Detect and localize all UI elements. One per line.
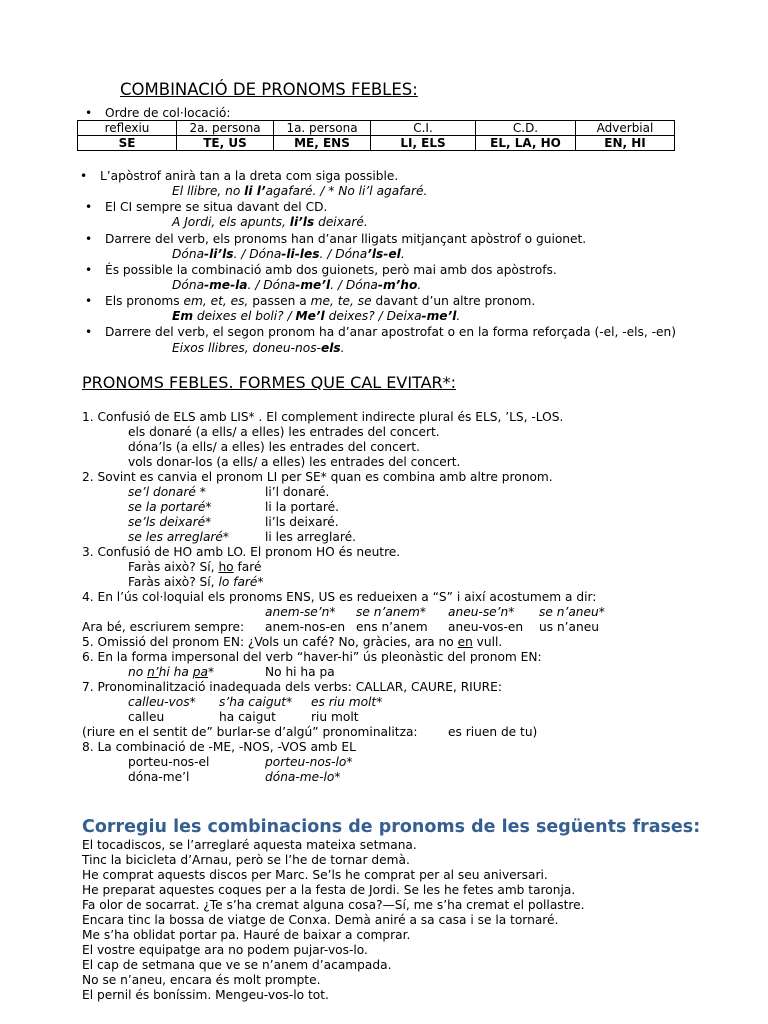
exercise-sentence: El cap de setmana que ve se n’anem d’acampada. [82,958,392,972]
avoid-wrong: se n’anem* [356,605,426,619]
example-text: deixes? / Deixa [324,309,422,323]
exercise-sentence: He preparat aquestes coques per a la festa de Jordi. Se les he fetes amb taronja. [82,883,576,897]
table-cell: LI, ELS [371,136,476,151]
example-text: no [128,665,148,679]
example-text: . [340,341,345,355]
example-bold: -me-la [204,278,248,292]
table-cell: SE [78,136,177,151]
exercise-sentence: Me s’ha oblidat portar pa. Hauré de baixar a comprar. [82,928,411,942]
avoid-point-7: 7. Pronominalització inadequada dels verbs: CALLAR, CAURE, RIURE: [82,680,502,694]
rule-2-example [172,215,368,230]
table-cell: C.D. [476,121,576,136]
exercise-sentence: He comprat aquests discos per Marc. Se’ls he comprat per al seu aniversari. [82,868,548,882]
rule-4: • És possible la combinació amb dos guionets, però mai amb dos apòstrofs. [105,263,557,278]
example-bold: els [320,341,341,355]
rule-3: • Darrere del verb, els pronoms han d’anar lligats mitjançant apòstrof o guionet. [105,232,586,247]
pronoun-order-table [77,120,675,151]
example-bold: Me’l [295,309,325,323]
rule-text: davant d’un altre pronom. [371,294,536,308]
avoid-wrong: dóna-me-lo* [265,770,341,784]
example-bold: -li’ls [204,247,234,261]
table-cell: ME, ENS [274,136,371,151]
avoid-example: els donaré (a ells/ a elles) les entrades del concert. [128,425,440,439]
avoid-example: vols donar-los (a ells/ a elles) les entrades del concert. [128,455,461,469]
avoid-point-5 [82,635,502,650]
example-text: . [417,278,422,292]
example-text: . / Dóna [319,247,368,261]
order-label: • Ordre de col·locació: [105,106,230,121]
avoid-wrong: anem-se’n* [265,605,336,619]
table-cell: EN, HI [576,136,675,151]
avoid-point-3: 3. Confusió de HO amb LO. El pronom HO és neutre. [82,545,401,559]
avoid-wrong: es riu molt* [311,695,383,709]
example-italic: lo faré* [218,575,264,589]
example-bold: -li-les [281,247,320,261]
avoid-wrong: se les arreglaré* [128,530,230,544]
table-cell: 1a. persona [274,121,371,136]
rule-1: • L’apòstrof anirà tan a la dreta com siga possible. [100,169,398,184]
avoid-right: li les arreglaré. [265,530,356,544]
example-text: Eixos llibres, doneu-nos- [172,341,321,355]
rule-5 [105,294,535,309]
title-exercises: Corregiu les combinacions de pronoms de les següents frases: [82,817,701,837]
table-header-row [78,121,675,136]
avoid-example [128,575,264,590]
rule-text: passen a [248,294,311,308]
exercise-sentence: El tocadiscos, se l’arreglaré aquesta mateixa setmana. [82,838,417,852]
rule-italic: me, te, se [310,294,372,308]
table-cell: Adverbial [576,121,675,136]
avoid-right: porteu-nos-el [128,755,210,769]
rule-2: • El CI sempre se situa davant del CD. [105,200,327,215]
avoid-wrong: aneu-se’n* [448,605,515,619]
avoid-note-example: es riuen de tu) [448,725,538,739]
avoid-wrong: se n’aneu* [539,605,605,619]
table-cell: reflexiu [78,121,177,136]
example-text: . / Dóna [330,278,378,292]
example-text: . [456,309,461,323]
exercise-sentence: El pernil és boníssim. Mengeu-vos-lo tot. [82,988,329,1002]
example-text: deixes el boli? / [193,309,296,323]
example-bold: li l’ [244,184,266,198]
avoid-point-4: 4. En l’ús col·loquial els pronoms ENS, US es redueixen a “S” i així acostumem a dir: [82,590,597,604]
avoid-example [128,560,262,575]
avoid-right: dóna-me’l [128,770,190,784]
avoid-wrong [128,665,214,680]
example-bold: -me’l [421,309,457,323]
table-cell: EL, LA, HO [476,136,576,151]
example-bold: -me’l [295,278,331,292]
avoid-point-8: 8. La combinació de -ME, -NOS, -VOS amb EL [82,740,356,754]
avoid-right: ens n’anem [356,620,428,634]
rule-6: • Darrere del verb, el segon pronom ha d’anar apostrofat o en la forma reforçada (-el, -els, -en) [105,325,676,340]
example-text: agafaré. / * No li’l agafaré. [265,184,428,198]
avoid-right: li’l donaré. [265,485,330,499]
point-text: 5. Omissió del pronom EN: ¿Vols un café? No, gràcies, ara no [82,635,458,649]
rule-4-example [172,278,421,293]
point-text: vull. [472,635,503,649]
rule-3-example [172,247,405,262]
example-bold: Em [172,309,194,323]
avoid-wrong: se’ls deixaré* [128,515,212,529]
example-text: . / Dóna [233,247,282,261]
example-underlined: ho [218,560,234,574]
example-bold: li’ls [289,215,315,229]
table-cell: C.I. [371,121,476,136]
exercise-sentence: Tinc la bicicleta d’Arnau, però se l’he de tornar demà. [82,853,410,867]
exercise-sentence: No se n’aneu, encara és molt prompte. [82,973,321,987]
avoid-wrong: calleu-vos* [128,695,196,709]
example-text: faré [233,560,262,574]
avoid-right: us n’aneu [539,620,599,634]
avoid-label: Ara bé, escriurem sempre: [82,620,245,634]
avoid-wrong: se la portaré* [128,500,212,514]
example-text: A Jordi, els apunts, [172,215,290,229]
avoid-example: dóna’ls (a ells/ a elles) les entrades del concert. [128,440,420,454]
title-forms-to-avoid: PRONOMS FEBLES. FORMES QUE CAL EVITAR*: [82,373,457,392]
example-text: deixaré. [314,215,368,229]
example-text: Faràs això? Sí, [128,575,219,589]
example-underlined: n’ [147,665,159,679]
rule-6-example [172,341,345,356]
rule-italic: em, et, es, [183,294,249,308]
avoid-right: li’ls deixaré. [265,515,339,529]
example-text: . [400,247,405,261]
avoid-right: riu molt [311,710,359,724]
example-text: hi ha [158,665,193,679]
avoid-point-2: 2. Sovint es canvia el pronom LI per SE* quan es combina amb altre pronom. [82,470,553,484]
example-text: El llibre, no [172,184,245,198]
example-text: Faràs això? Sí, [128,560,219,574]
table-values-row [78,136,675,151]
example-underlined: pa [192,665,208,679]
table-cell: TE, US [177,136,274,151]
rule-text: Els pronoms [105,294,184,308]
example-text: Dóna [172,278,205,292]
avoid-right: aneu-vos-en [448,620,524,634]
avoid-point-6: 6. En la forma impersonal del verb “haver-hi” ús pleonàstic del pronom EN: [82,650,542,664]
table-cell: 2a. persona [177,121,274,136]
avoid-point-1: 1. Confusió de ELS amb LIS* . El complement indirecte plural és ELS, ’LS, -LOS. [82,410,564,424]
title-pronoun-combination: COMBINACIÓ DE PRONOMS FEBLES: [120,80,418,99]
example-text: Dóna [172,247,205,261]
avoid-right: li la portaré. [265,500,339,514]
exercise-sentence: El vostre equipatge ara no podem pujar-vos-lo. [82,943,368,957]
avoid-wrong: s’ha caigut* [219,695,293,709]
rule-1-example [172,184,427,199]
avoid-note: (riure en el sentit de” burlar-se d’algú” pronominalitza: [82,725,418,739]
avoid-wrong: porteu-nos-lo* [265,755,353,769]
avoid-right: ha caigut [219,710,276,724]
example-bold: -m’ho [377,278,418,292]
example-text: * [207,665,215,679]
avoid-right: calleu [128,710,165,724]
example-text: . / Dóna [247,278,296,292]
avoid-wrong: se’l donaré * [128,485,206,499]
exercise-sentence: Encara tinc la bossa de viatge de Conxa. Demà aniré a sa casa i se la tornaré. [82,913,559,927]
avoid-right: anem-nos-en [265,620,346,634]
rule-5-example [172,309,460,324]
point-underlined: en [457,635,473,649]
avoid-right: No hi ha pa [265,665,335,679]
exercise-sentence: Fa olor de socarrat. ¿Te s’ha cremat alguna cosa?—Sí, me s’ha cremat el pollastre. [82,898,585,912]
example-bold: ’ls-el [367,247,401,261]
